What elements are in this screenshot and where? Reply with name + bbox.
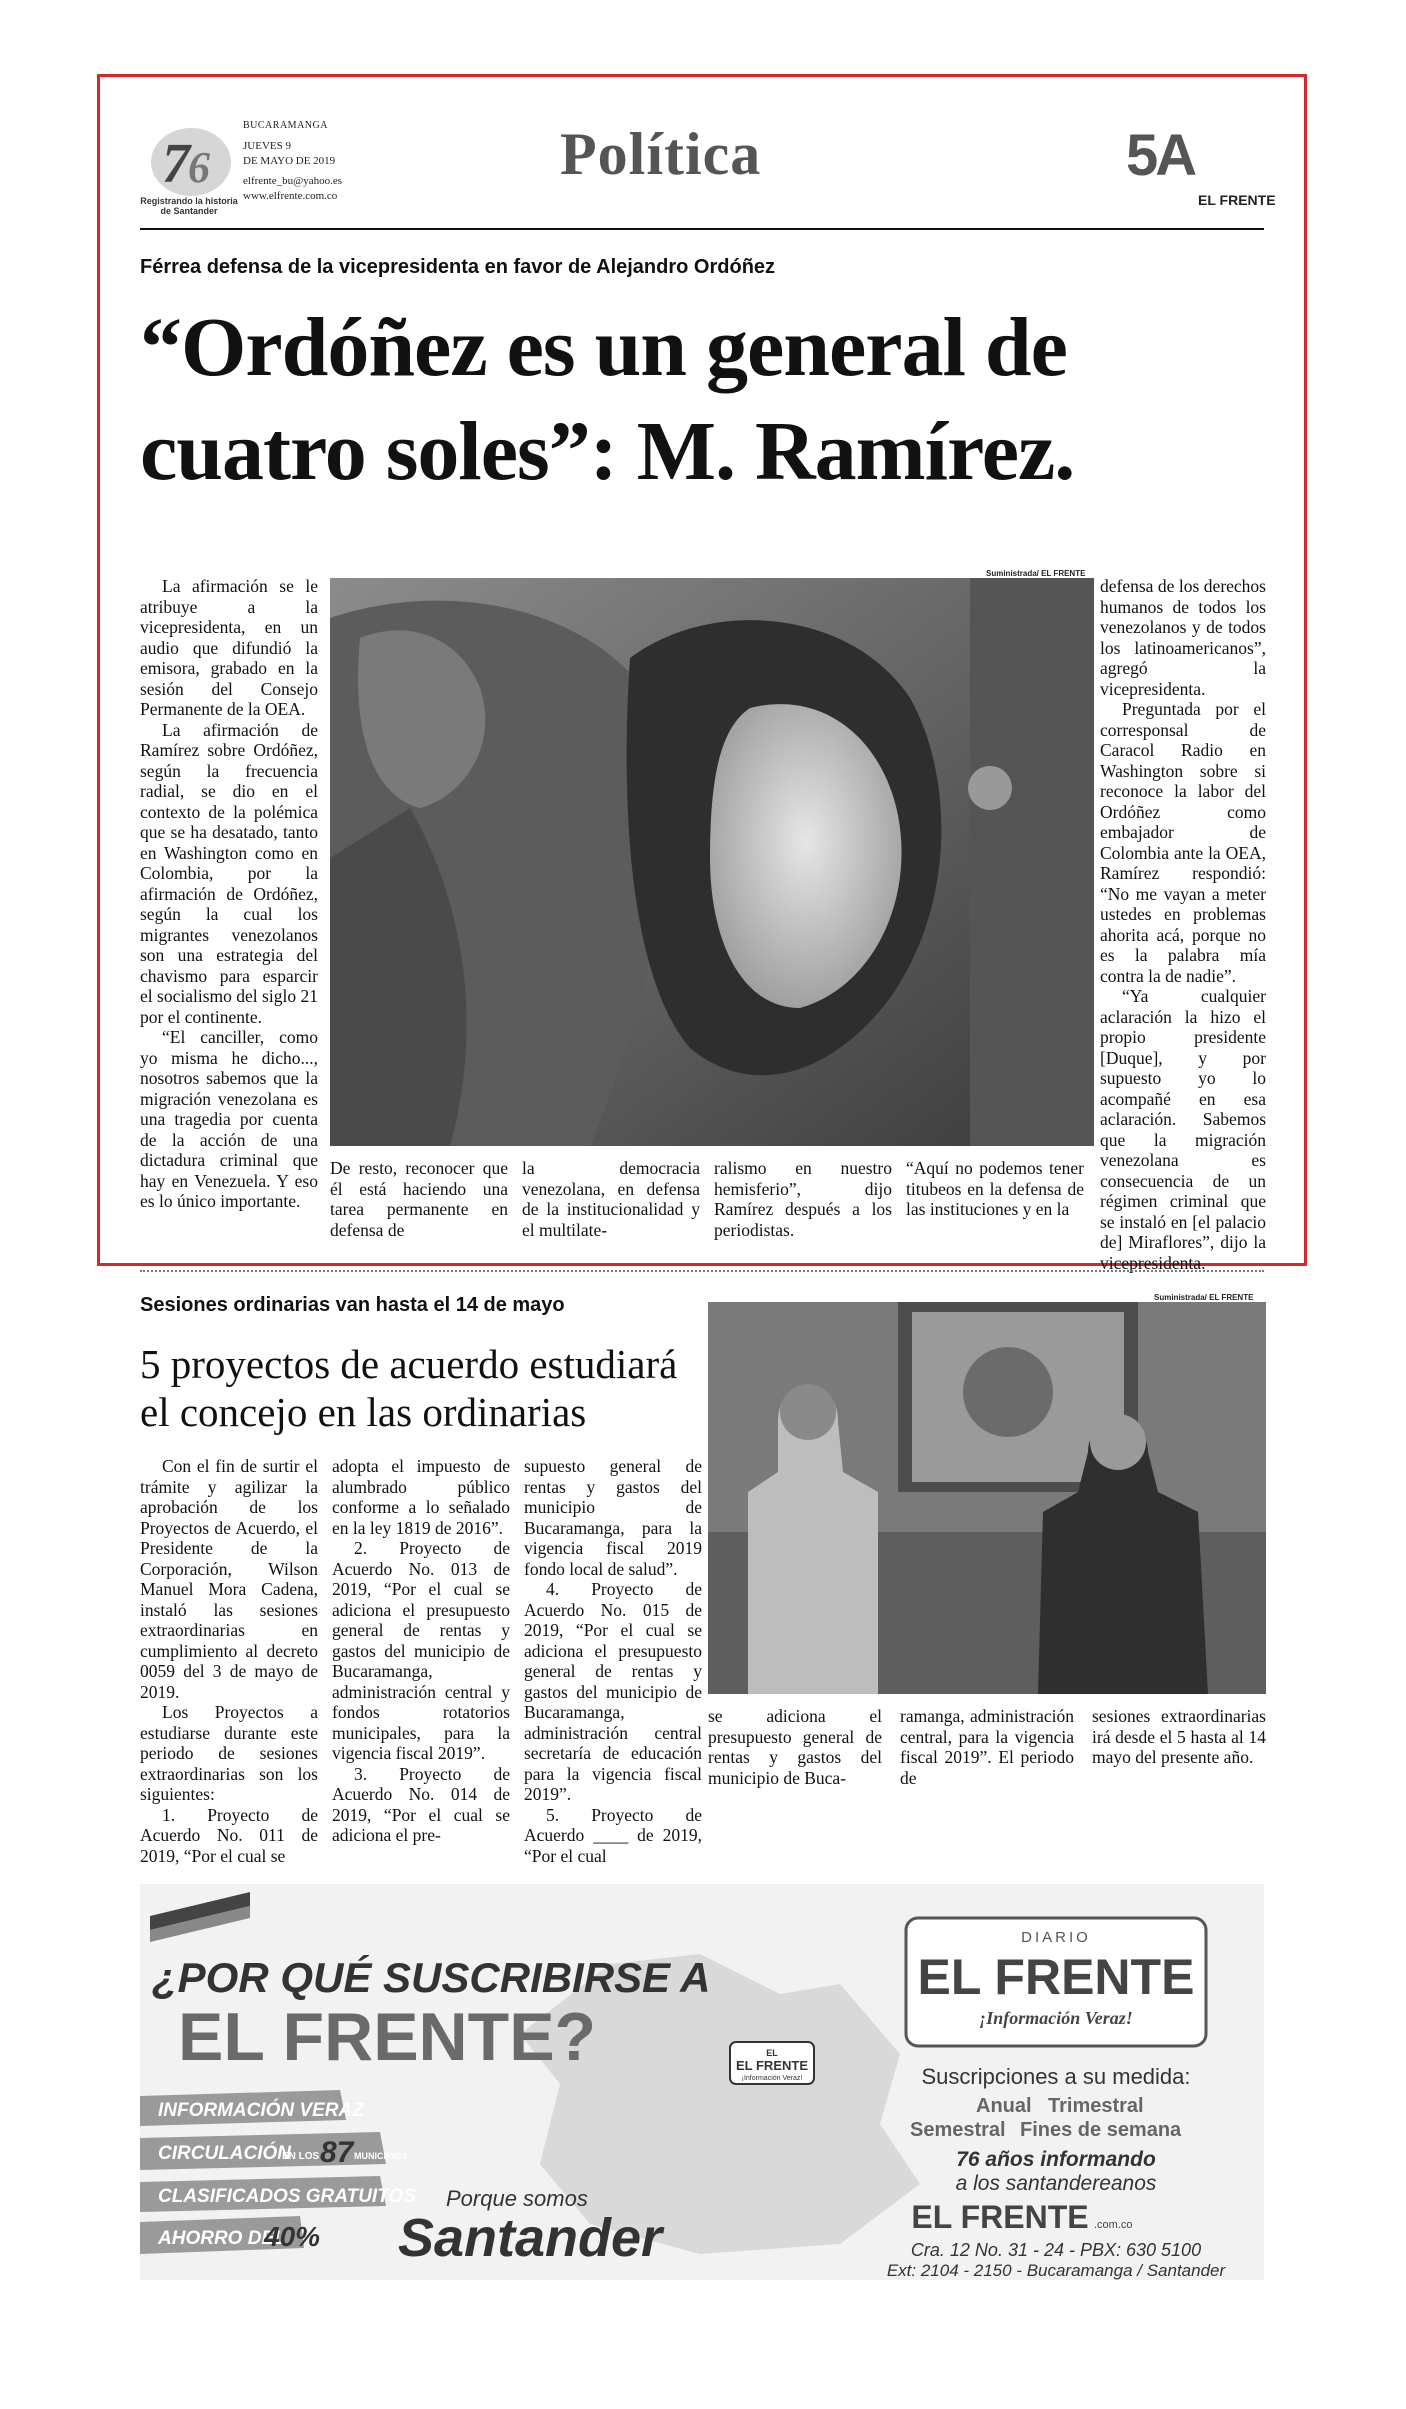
paragraph: “El canciller, como yo misma he dicho..., nosotros sabemos que la migración venezolana es una tragedia por cuenta de la acción de una dictadura criminal que hay en Venezuela. Y eso es lo único importante. — [140, 1027, 318, 1211]
brand-box-name: EL FRENTE — [917, 1949, 1195, 2005]
paragraph: 1. Proyecto de Acuerdo No. 011 de 2019, “Por el cual se — [140, 1804, 318, 1866]
main-strip-1: De resto, reconocer que él está haciendo una tarea permanente en defensa de — [330, 1158, 508, 1240]
paragraph: Los Proyectos a estudiarse durante este periodo de sesiones extraordinarias son los siguientes: — [140, 1702, 318, 1804]
map-badge-name: EL FRENTE — [736, 2058, 808, 2073]
section-divider — [140, 1270, 1264, 1272]
paragraph: defensa de los derechos humanos de todos los venezolanos y de todos los latinoamericanos”, agregó la vicepresidenta. — [1100, 576, 1266, 699]
main-photo-credit: Suministrada/ EL FRENTE — [986, 569, 1086, 578]
ad-headline-1: ¿POR QUÉ SUSCRIBIRSE A — [152, 1954, 711, 2001]
main-kicker: Férrea defensa de la vicepresidenta en favor de Alejandro Ordóñez — [140, 256, 776, 278]
page-brand: EL FRENTE — [1198, 192, 1276, 208]
header-email[interactable]: elfrente_bu@yahoo.es — [243, 175, 343, 187]
main-column-right — [1100, 576, 1266, 1273]
anniversary-logo — [148, 120, 234, 206]
ad-benefit-2-mid: EN LOS — [282, 2151, 320, 2162]
brand-box-tag: ¡Información Veraz! — [979, 2008, 1133, 2028]
council-photo — [708, 1302, 1266, 1694]
paragraph: Con el fin de surtir el trámite y agilizar la aprobación de los Proyectos de Acuerdo, el Presidente de la Corporación, Wilson Manuel Mora Cadena, instaló las sesiones extraordinarias en cumplimiento al decreto 0059 del 3 de mayo de 2019. — [140, 1456, 318, 1702]
main-strip-3: ralismo en nuestro hemisferio”, dijo Ramírez después a los periodistas. — [714, 1158, 892, 1240]
subs-title: Suscripciones a su medida: — [921, 2064, 1191, 2089]
main-photo — [330, 578, 1094, 1146]
subscription-ad[interactable] — [140, 1884, 1264, 2280]
paragraph: 4. Proyecto de Acuerdo No. 015 de 2019, “Por el cual se adiciona el presupuesto general de rentas y gastos del municipio de Bucaramanga, administración central secretaría de educación para la vigencia fiscal 2019”. — [524, 1579, 702, 1804]
header-date-2: DE MAYO DE 2019 — [243, 155, 336, 167]
main-strip-2: la democracia venezolana, en defensa de la institucionalidad y el multilate- — [522, 1158, 700, 1240]
paragraph: 3. Proyecto de Acuerdo No. 014 de 2019, “Por el cual se adiciona el pre- — [332, 1763, 510, 1845]
subs-option-3: Semestral — [910, 2119, 1006, 2141]
brand-box-top: DIARIO — [1021, 1929, 1091, 1946]
second-column-3 — [524, 1456, 702, 1866]
subs-option-4: Fines de semana — [1020, 2119, 1182, 2141]
footer-logo-sub: .com.co — [1094, 2219, 1133, 2231]
ad-benefit-1: INFORMACIÓN VERAZ — [158, 2100, 364, 2121]
ad-benefit-2-num: 87 — [320, 2136, 354, 2169]
logo-caption: Registrando la historia de Santander — [140, 196, 238, 216]
second-strip-4: se adiciona el presupuesto general de rentas y gastos del municipio de Buca- — [708, 1706, 882, 1788]
ad-benefit-2-post: MUNICIPIOS — [354, 2151, 408, 2161]
map-badge-sub: ¡Información Veraz! — [741, 2075, 803, 2082]
years-line-2: a los santandereanos — [955, 2172, 1157, 2195]
ad-address: Cra. 12 No. 31 - 24 - PBX: 630 5100 — [910, 2240, 1202, 2260]
paragraph: “Ya cualquier aclaración la hizo el propio presidente [Duque], y por supuesto yo lo acompañé en esa aclaración. Sabemos que la migración venezolana es consecuencia de un régimen criminal que se instaló en [el palacio de] Miraflores”, dijo la vicepresidenta. — [1100, 986, 1266, 1273]
section-title: Política — [560, 121, 762, 187]
paragraph: supuesto general de rentas y gastos del municipio de Bucaramanga, para la vigencia fiscal 2019 fondo local de salud”. — [524, 1456, 702, 1579]
second-column-1 — [140, 1456, 318, 1866]
council-photo-image — [708, 1302, 1266, 1694]
second-strip-6: sesiones extraordinarias irá desde el 5 hasta al 14 mayo del presente año. — [1092, 1706, 1266, 1767]
map-badge-top: EL — [766, 2048, 778, 2058]
portrait-photo-image — [330, 578, 1094, 1146]
second-strip-5: ramanga, administración central, para la vigencia fiscal 2019”. El periodo de — [900, 1706, 1074, 1788]
subs-option-1: Anual — [976, 2095, 1032, 2117]
second-column-2 — [332, 1456, 510, 1846]
paragraph: 5. Proyecto de Acuerdo ____ de 2019, “Por el cual — [524, 1804, 702, 1866]
paragraph: Preguntada por el corresponsal de Caracol Radio en Washington sobre si reconoce la labor del Ordóñez como embajador de Colombia ante la OEA, Ramírez respondió: “No me vayan a meter ustedes en problemas ahorita acá, porque no es la palabra mía contra la de nadie”. — [1100, 699, 1266, 986]
ad-headline-2: EL FRENTE? — [178, 1999, 597, 2075]
ad-benefit-2-pre: CIRCULACIÓN — [158, 2143, 291, 2164]
ad-artwork — [140, 1884, 1264, 2280]
svg-text:6: 6 — [188, 143, 210, 192]
second-kicker: Sesiones ordinarias van hasta el 14 de mayo — [140, 1294, 565, 1316]
main-column-1 — [140, 576, 318, 1212]
ad-slogan-small: Porque somos — [446, 2186, 588, 2211]
paragraph: adopta el impuesto de alumbrado público conforme a lo señalado en la ley 1819 de 2016”. — [332, 1456, 510, 1538]
years-line-1: 76 años informando — [956, 2148, 1156, 2171]
page-number: 5A — [1126, 123, 1195, 188]
ad-benefit-4-pre: AHORRO DEL — [158, 2228, 286, 2249]
header-date-1: JUEVES 9 — [243, 140, 291, 152]
paragraph: La afirmación de Ramírez sobre Ordóñez, según la frecuencia radial, se dio en el contexto de la polémica que se ha desatado, tanto en Washington como en Colombia, por la afirmación de Ordóñez, según la cual los migrantes venezolanos son una estrategia del chavismo para esparcir el socialismo del siglo 21 por el continente. — [140, 719, 318, 1027]
footer-logo: EL FRENTE — [911, 2199, 1089, 2235]
paragraph: La afirmación se le atribuye a la vicepresidenta, en un audio que difundió la emisora, grabado en la sesión del Consejo Permanente de la OEA. — [140, 576, 318, 719]
main-headline: “Ordóñez es un general de cuatro soles”: M. Ramírez. — [140, 301, 1075, 498]
subs-option-2: Trimestral — [1048, 2095, 1144, 2117]
header-info — [243, 118, 342, 204]
svg-text:7: 7 — [162, 133, 190, 195]
second-headline: 5 proyectos de acuerdo estudiará el concejo en las ordinarias — [140, 1341, 678, 1435]
ad-benefit-3: CLASIFICADOS GRATUITOS — [158, 2186, 416, 2207]
ad-slogan-big: Santander — [398, 2208, 663, 2268]
header-city: BUCARAMANGA — [243, 120, 328, 131]
main-strip-4: “Aquí no podemos tener titubeos en la defensa de las instituciones y en la — [906, 1158, 1084, 1219]
header-website[interactable]: www.elfrente.com.co — [243, 190, 338, 202]
ad-extension: Ext: 2104 - 2150 - Bucaramanga / Santander — [886, 2261, 1226, 2280]
paragraph: 2. Proyecto de Acuerdo No. 013 de 2019, “Por el cual se adiciona el presupuesto general de rentas y gastos del municipio de Bucaramanga, administración central y fondos rotatorios municipales, para la vigencia fiscal 2019”. — [332, 1538, 510, 1763]
council-photo-credit: Suministrada/ EL FRENTE — [1154, 1293, 1254, 1302]
ad-benefit-4-num: 40% — [264, 2221, 321, 2252]
header-rule — [140, 228, 1264, 230]
